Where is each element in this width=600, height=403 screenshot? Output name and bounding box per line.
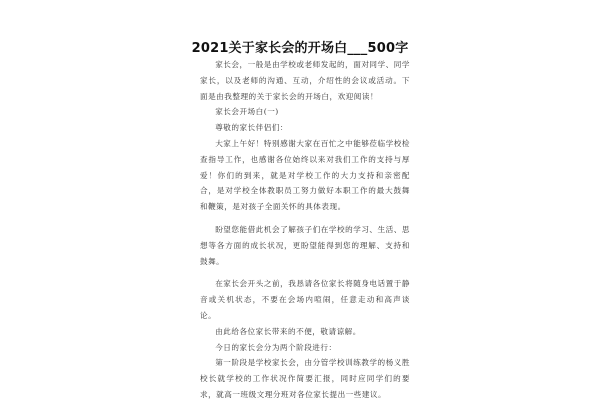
intro-paragraph: 家长会，一般是由学校或老师发起的，面对同学、同学家长，以及老师的沟通、互动，介绍性的会议或活动。下面是由我整理的关于家长会的开场白，欢迎阅读！ bbox=[200, 60, 410, 101]
body-paragraph: 在家长会开头之前，我恳请各位家长将随身电话置于静音或关机状态，不要在会场内喧闹，任意走动和高声谈论。 bbox=[200, 279, 410, 320]
body-paragraph: 盼望您能借此机会了解孩子们在学校的学习、生活、思想等各方面的成长状况，更盼望能得到您的理解、支持和鼓舞。 bbox=[200, 224, 410, 266]
section-heading: 家长会开场白(一) bbox=[215, 107, 279, 117]
body-paragraph: 大家上午好！特别感谢大家在百忙之中能够莅临学校检查指导工作，也感谢各位始终以来对我们工作的支持与厚爱！你们的到来，就是对学校工作的大力支持和亲密配合，是对学校全体教职员工努力做好本职工作的最大鼓舞和鞭策，是对孩子全面关怀的具体表现。 bbox=[200, 138, 410, 212]
body-paragraph: 由此给各位家长带来的不便，敬请谅解。 bbox=[215, 326, 361, 336]
document-title: 2021关于家长会的开场白___500字 bbox=[191, 41, 409, 56]
salutation: 尊敬的家长伴侣们： bbox=[215, 123, 289, 133]
document-body bbox=[200, 57, 410, 403]
body-paragraph: 第一阶段是学校家长会，由分管学校训练教学的杨义胜校长就学校的工作状况作简要汇报，同时应同学们的要求，就高一班级文理分班对各位家长提出一些建议。 bbox=[200, 358, 410, 399]
body-paragraph: 今日的家长会分为两个阶段进行： bbox=[215, 342, 337, 352]
